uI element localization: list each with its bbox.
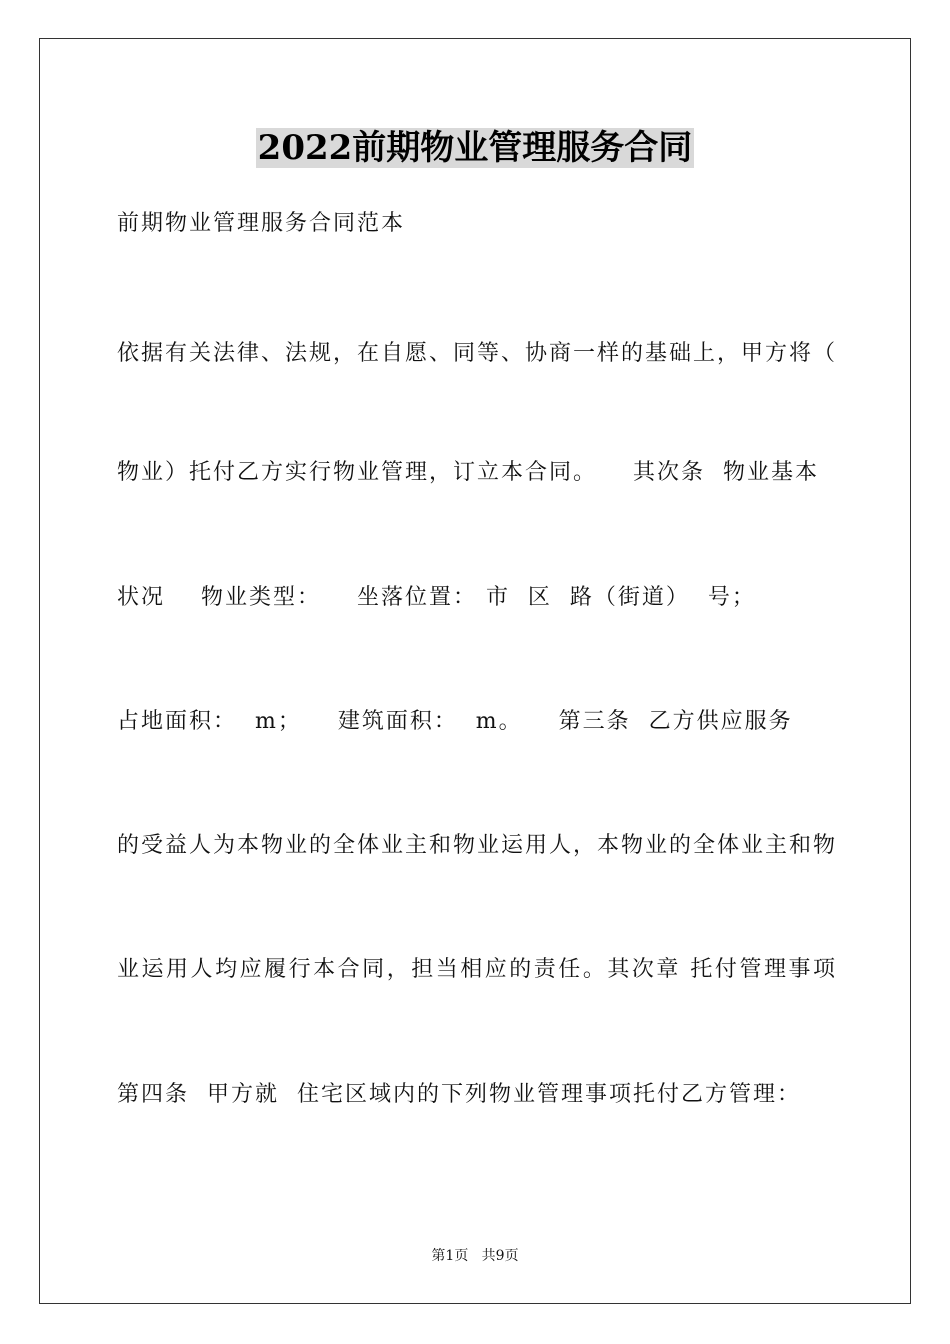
- body-line-7: 第四条 甲方就 住宅区域内的下列物业管理事项托付乙方管理：: [117, 1082, 801, 1107]
- body-line-5: 的受益人为本物业的全体业主和物业运用人，本物业的全体业主和物: [117, 833, 835, 858]
- title-text: 2022前期物业管理服务合同: [257, 128, 693, 168]
- body-line-3: 状况 物业类型： 坐落位置： 市 区 路（街道） 号；: [117, 585, 756, 610]
- body-line-2: 物业）托付乙方实行物业管理，订立本合同。 其次条 物业基本: [117, 460, 819, 485]
- document-title: [0, 122, 950, 174]
- body-line-6: 业运用人均应履行本合同，担当相应的责任。其次章 托付管理事项: [117, 957, 835, 982]
- document-subtitle: 前期物业管理服务合同范本: [117, 211, 406, 236]
- body-line-4: 占地面积： m； 建筑面积： m。 第三条 乙方供应服务: [117, 709, 793, 734]
- page-number-footer: 第1页 共9页: [431, 1248, 519, 1264]
- body-line-1: 依据有关法律、法规，在自愿、同等、协商一样的基础上，甲方将（: [117, 341, 835, 366]
